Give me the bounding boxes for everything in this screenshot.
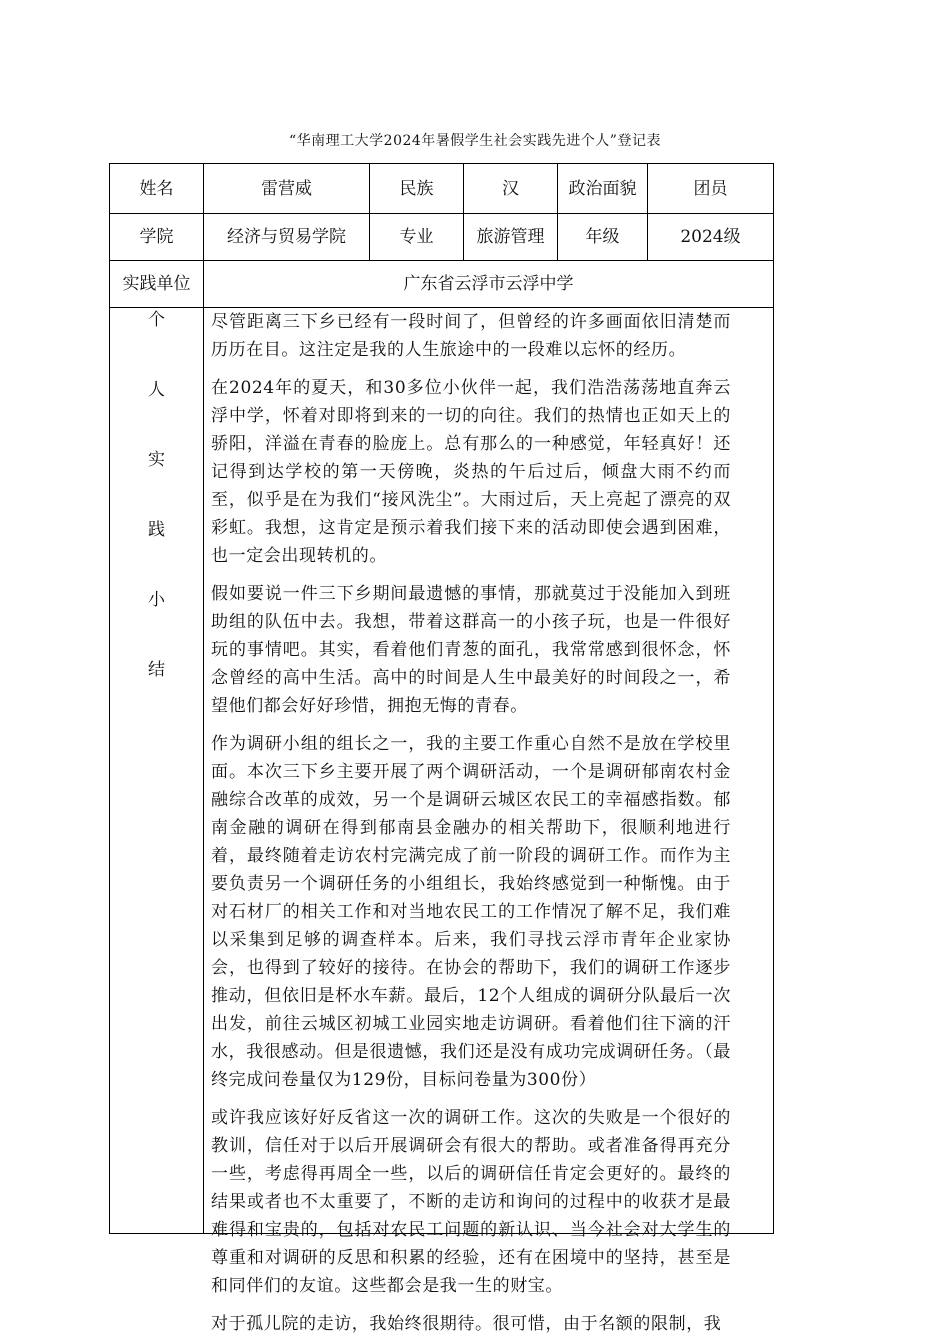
- row-summary: [110, 308, 774, 1234]
- row-academic: [110, 214, 774, 261]
- name-label: 姓名: [110, 164, 204, 214]
- row-unit: [110, 261, 774, 308]
- summary-text: [211, 308, 731, 1334]
- summary-label-char: 个: [148, 310, 165, 330]
- college-label: 学院: [110, 214, 204, 261]
- form-title: “华南理工大学2024年暑假学生社会实践先进个人”登记表: [289, 133, 661, 149]
- summary-paragraph: 在2024年的夏天，和30多位小伙伴一起，我们浩浩荡荡地直奔云浮中学，怀着对即将到来的一切的向往。我们的热情也正如天上的骄阳，洋溢在青春的脸庞上。总有那么的一种感觉，年轻真好！还记得到达学校的第一天傍晚，炎热的午后过后，倾盘大雨不约而至，似乎是在为我们“接风洗尘”。大雨过后，天上亮起了漂亮的双彩虹。我想，这肯定是预示着我们接下来的活动即使会遇到困难，也一定会出现转机的。: [211, 378, 731, 566]
- summary-paragraph: 对于孤儿院的走访，我始终很期待。很可惜，由于名额的限制，我: [211, 1314, 722, 1334]
- grade-label: 年级: [558, 214, 648, 261]
- summary-label-char: 小: [148, 590, 165, 610]
- ethnicity-value: 汉: [464, 164, 558, 214]
- summary-paragraph: 作为调研小组的组长之一，我的主要工作重心自然不是放在学校里面。本次三下乡主要开展了两个调研活动，一个是调研郁南农村金融综合改革的成效，另一个是调研云城区农民工的幸福感指数。郁南金融的调研在得到郁南县金融办的相关帮助下，很顺利地进行着，最终随着走访农村完满完成了前一阶段的调研工作。而作为主要负责另一个调研任务的小组组长，我始终感觉到一种惭愧。由于对石材厂的相关工作和对当地农民工的工作情况了解不足，我们难以采集到足够的调查样本。后来，我们寻找云浮市青年企业家协会，也得到了较好的接待。在协会的帮助下，我们的调研工作逐步推动，但依旧是杯水车薪。最后，12个人组成的调研分队最后一次出发，前往云城区初城工业园实地走访调研。看着他们往下滴的汗水，我很感动。但是很遗憾，我们还是没有成功完成调研任务。（最终完成问卷量仅为129份，目标问卷量为300份）: [211, 734, 731, 1090]
- political-label: 政治面貌: [558, 164, 648, 214]
- summary-label-char: 人: [148, 380, 165, 400]
- summary-label-char: 结: [148, 660, 165, 680]
- ethnicity-label: 民族: [370, 164, 464, 214]
- summary-body: [204, 308, 774, 1334]
- summary-paragraph: 尽管距离三下乡已经有一段时间了，但曾经的许多画面依旧清楚而历历在目。这注定是我的人生旅途中的一段难以忘怀的经历。: [211, 312, 731, 360]
- summary-paragraph: 假如要说一件三下乡期间最遗憾的事情，那就莫过于没能加入到班助组的队伍中去。我想，带着这群高一的小孩子玩，也是一件很好玩的事情吧。其实，看着他们青葱的面孔，我常常感到很怀念，怀念曾经的高中生活。高中的时间是人生中最美好的时间段之一，希望他们都会好好珍惜，拥抱无悔的青春。: [211, 584, 731, 716]
- college-value: 经济与贸易学院: [204, 214, 370, 261]
- political-value: 团员: [648, 164, 774, 214]
- major-value: 旅游管理: [464, 214, 558, 261]
- name-value: 雷营威: [204, 164, 370, 214]
- unit-label: 实践单位: [110, 261, 204, 308]
- summary-label-char: 实: [148, 450, 165, 470]
- summary-label: [110, 308, 204, 1234]
- unit-value: 广东省云浮市云浮中学: [204, 261, 774, 308]
- summary-paragraph: 或许我应该好好反省这一次的调研工作。这次的失败是一个很好的教训，信任对于以后开展调研会有很大的帮助。或者准备得再充分一些，考虑得再周全一些，以后的调研信任肯定会更好的。最终的结果或者也不太重要了，不断的走访和询问的过程中的收获才是最难得和宝贵的，包括对农民工问题的新认识、当今社会对大学生的尊重和对调研的反思和积累的经验，还有在困境中的坚持，甚至是和同伴们的友谊。这些都会是我一生的财宝。: [211, 1108, 731, 1296]
- major-label: 专业: [370, 214, 464, 261]
- grade-value: 2024级: [648, 214, 774, 261]
- row-personal: [110, 164, 774, 214]
- summary-label-char: 践: [148, 520, 165, 540]
- summary-label-chars: [110, 308, 203, 728]
- registration-form: [109, 163, 774, 1334]
